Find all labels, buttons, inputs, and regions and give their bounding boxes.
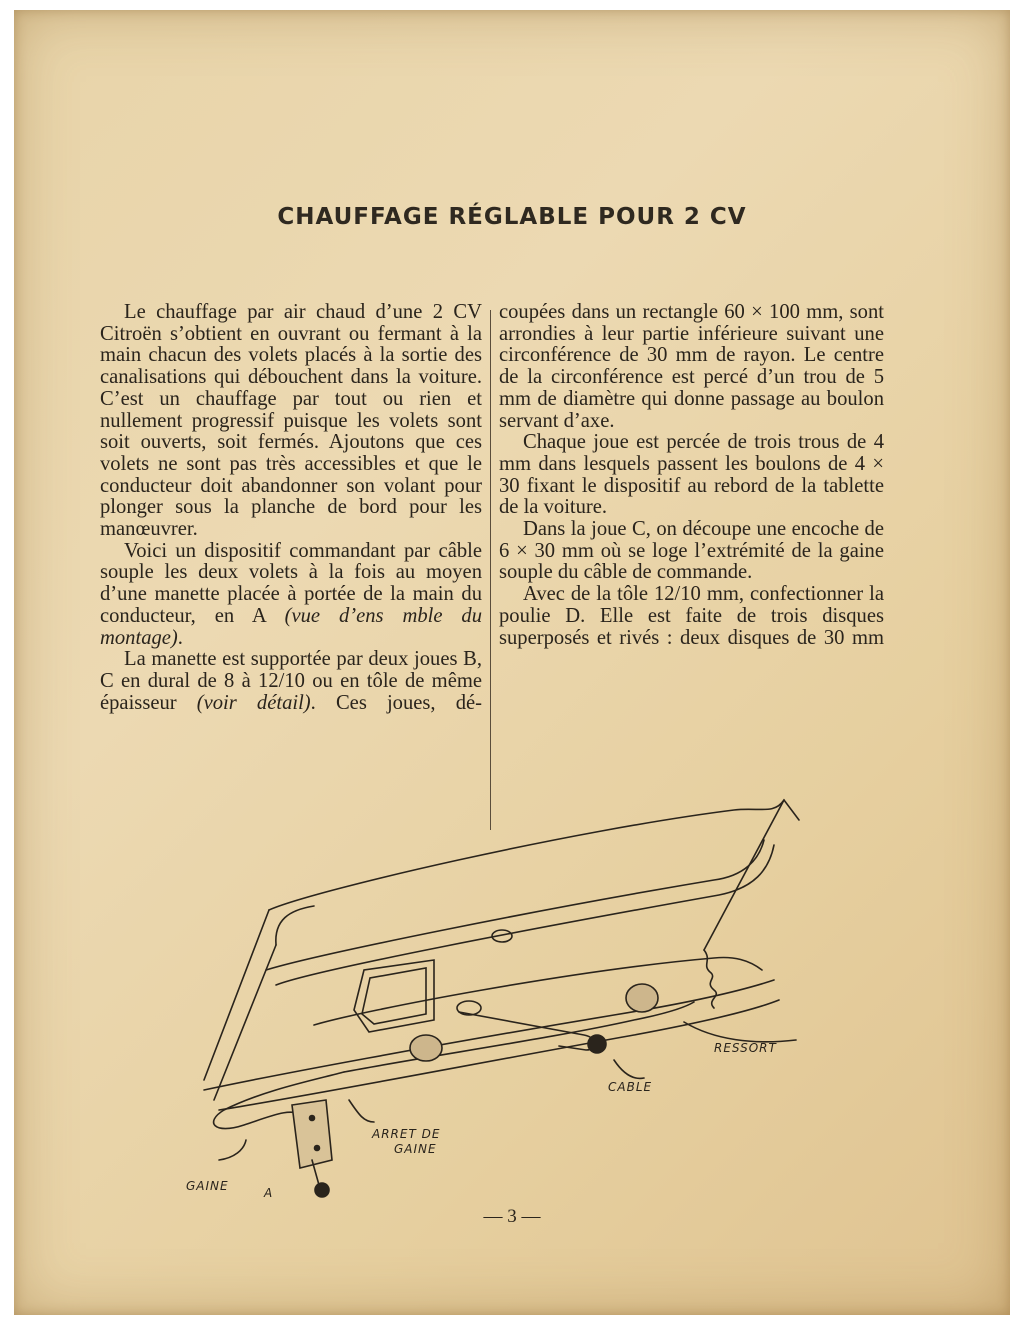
label-a: A: [264, 1186, 274, 1200]
label-ressort: RESSORT: [714, 1041, 777, 1055]
page-number: — 3 —: [483, 1206, 541, 1227]
paragraph: Chaque joue est percée de trois trous de 4 mm dans lesquels passent les boulons de 4 × 30 fixant le dispositif au rebord de la tablette de la voiture.: [499, 431, 884, 519]
label-gaine: GAINE: [186, 1179, 229, 1193]
paragraph: Le chauffage par air chaud d’une 2 CV Citroën s’obtient en ouvrant ou fermant à la main chacun des volets placés à la sortie des canalisations qui débouchent dans la voiture. C’est un chauffage par tout ou rien et nullement progressif puisque les volets sont soit ouverts, soit fermés. Ajoutons que ces volets ne sont pas très accessibles et que le conducteur doit abandonner son volant pour plonger sous la planche de bord pour les manœuvrer.: [100, 301, 482, 541]
label-arret-line1: ARRET DE: [372, 1127, 441, 1141]
paragraph-text: Voici un dispositif commandant par câble souple les deux volets à la fois au moyen d’une manette placée à portée de la main du conducteur, en A: [100, 539, 482, 627]
label-arret-line2: GAINE: [394, 1142, 437, 1156]
paragraph-italic: (vue d’ens mble du montage): [100, 604, 482, 649]
heater-mount-illustration: [14, 10, 1010, 1315]
page: [14, 10, 1010, 1315]
paragraph: Dans la joue C, on découpe une encoche de 6 × 30 mm où se loge l’extrémité de la gaine souple du câble de commande.: [499, 518, 884, 584]
paragraph: coupées dans un rectangle 60 × 100 mm, sont arrondies à leur partie inférieure suivant une circonférence de 30 mm de rayon. Le centre de la circonférence est percé d’un trou de 5 mm de diamètre qui donne passage au boulon servant d’axe.: [499, 301, 884, 432]
paragraph-italic: (voir détail): [196, 691, 311, 714]
label-cable: CABLE: [608, 1080, 653, 1094]
paragraph-text: La manette est supportée par deux joues B, C en dural de 8 à 12/10 ou en tôle de même épaisseur: [100, 648, 482, 714]
page-title: CHAUFFAGE RÉGLABLE POUR 2 CV: [277, 204, 747, 230]
paragraph: Avec de la tôle 12/10 mm, confectionner la poulie D. Elle est faite de trois disques superposés et rivés : deux disques de 30 mm: [499, 583, 884, 649]
paragraph-text: .: [177, 626, 183, 649]
paragraph-text: . Ces joues, dé-: [310, 691, 482, 714]
